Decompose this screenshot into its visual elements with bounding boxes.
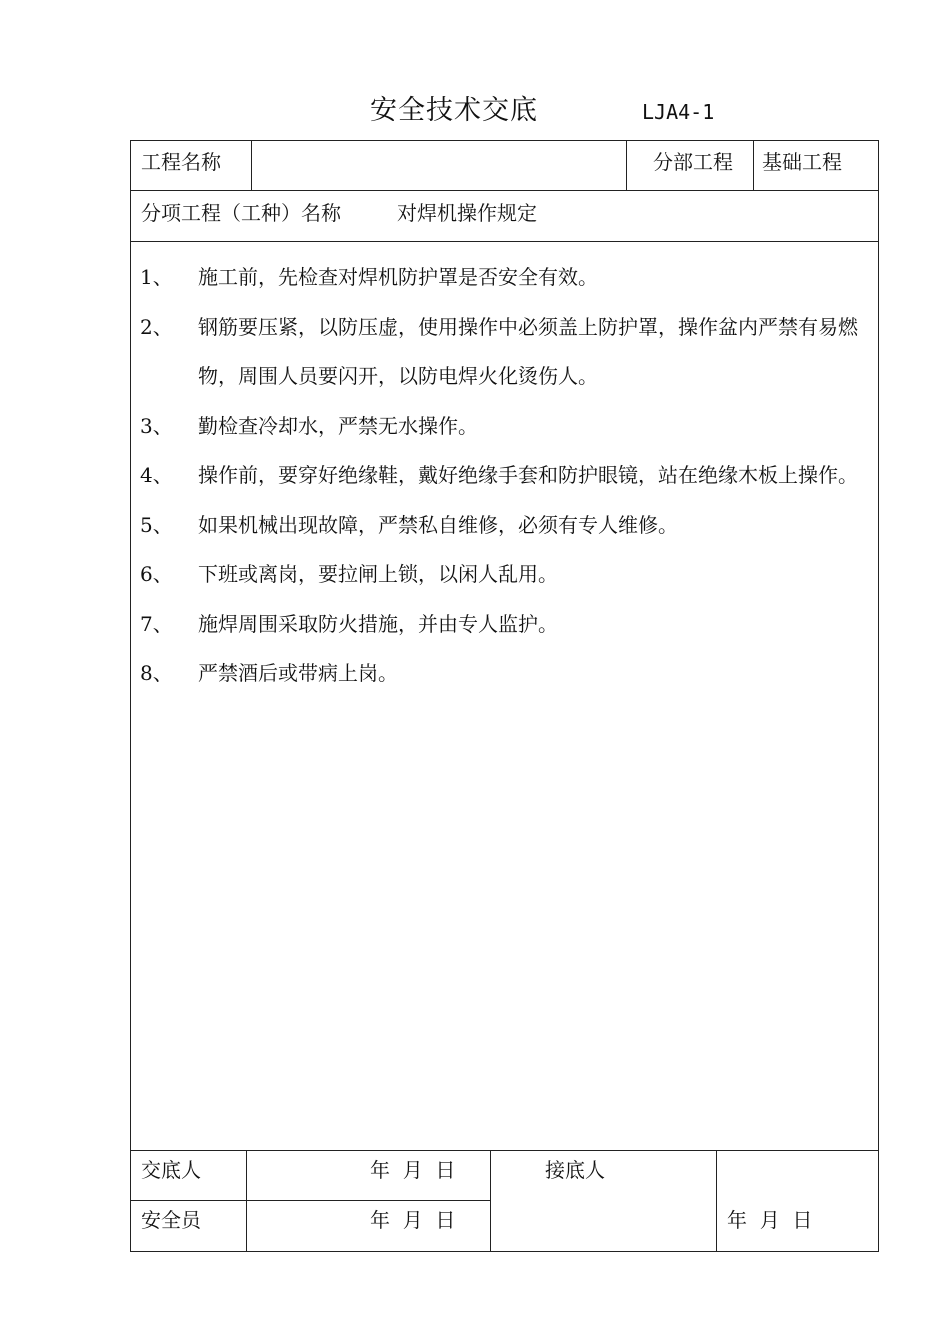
item-text: 如果机械出现故障，严禁私自维修，必须有专人维修。 <box>198 512 678 537</box>
document-code: LJA4-1 <box>642 100 715 124</box>
subitem-value: 对焊机操作规定 <box>397 201 537 225</box>
document-title: 安全技术交底 <box>370 95 538 126</box>
briefer-label: 交底人 <box>141 1158 201 1182</box>
divider <box>130 1150 879 1151</box>
list-item <box>140 600 875 650</box>
subitem-label: 分项工程（工种）名称 <box>141 201 341 225</box>
item-number: 5、 <box>140 512 173 537</box>
item-number: 7、 <box>140 611 173 636</box>
divider <box>130 190 879 191</box>
receiver-date: 年 月 日 <box>727 1208 813 1232</box>
divider <box>490 1150 491 1252</box>
safety-officer-label: 安全员 <box>141 1208 201 1232</box>
item-text: 操作前，要穿好绝缘鞋，戴好绝缘手套和防护眼镜，站在绝缘木板上操作。 <box>198 463 858 487</box>
list-item <box>140 649 875 699</box>
item-text: 施工前，先检查对焊机防护罩是否安全有效。 <box>198 265 598 289</box>
divider <box>130 1200 491 1201</box>
list-item <box>140 253 875 303</box>
divider <box>626 140 627 191</box>
list-item <box>140 402 875 452</box>
divider <box>246 1150 247 1252</box>
project-name-field[interactable] <box>262 152 617 176</box>
item-number: 6、 <box>140 562 173 586</box>
divider <box>130 241 879 242</box>
project-name-label: 工程名称 <box>141 150 221 174</box>
item-text: 勤检查冷却水，严禁无水操作。 <box>198 413 478 438</box>
rules-list <box>140 253 875 699</box>
briefer-date: 年 月 日 <box>370 1158 456 1182</box>
item-number: 3、 <box>140 413 173 438</box>
list-item <box>140 303 875 402</box>
item-number: 1、 <box>140 265 173 289</box>
division-label: 分部工程 <box>653 150 733 174</box>
receiver-label: 接底人 <box>545 1158 605 1182</box>
item-text: 严禁酒后或带病上岗。 <box>198 661 398 685</box>
item-text: 钢筋要压紧，以防压虚，使用操作中必须盖上防护罩，操作盆内严禁有易燃物，周围人员要闪开，以防电焊火化烫伤人。 <box>198 314 858 388</box>
item-number: 2、 <box>140 314 173 339</box>
safety-officer-date: 年 月 日 <box>370 1208 456 1232</box>
divider <box>716 1150 717 1252</box>
list-item <box>140 501 875 551</box>
item-number: 4、 <box>140 463 173 487</box>
list-item <box>140 451 875 501</box>
divider <box>753 140 754 191</box>
item-number: 8、 <box>140 661 173 685</box>
item-text: 下班或离岗，要拉闸上锁，以闲人乱用。 <box>198 562 558 586</box>
item-text: 施焊周围采取防火措施，并由专人监护。 <box>198 611 558 636</box>
divider <box>251 140 252 191</box>
list-item <box>140 550 875 600</box>
division-value: 基础工程 <box>762 150 842 174</box>
